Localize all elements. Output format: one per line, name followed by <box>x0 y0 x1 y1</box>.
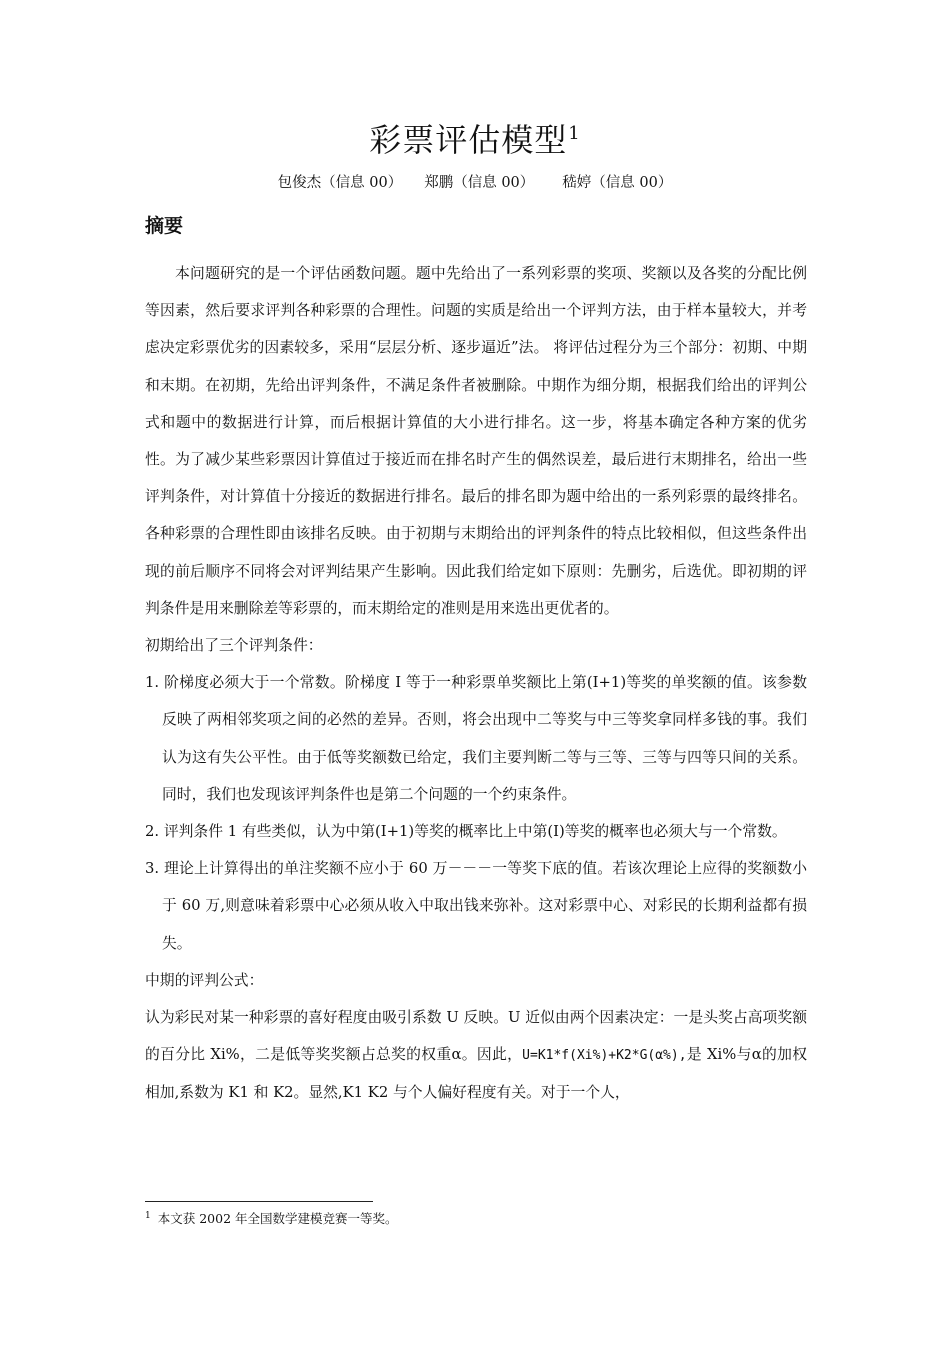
title-footnote-mark: 1 <box>568 123 581 145</box>
footnote-mark: 1 <box>145 1210 151 1221</box>
mid-phase-text-2: 是 Xi%与α的加权相加,系数为 K1 和 K2。显然,K1 K2 与个人偏好程度有关。对于一个人， <box>145 1046 807 1102</box>
author-list <box>0 173 950 193</box>
mid-phase-paragraph <box>145 999 807 1112</box>
attraction-formula: U=K1*f(Xi%)+K2*G(α%), <box>522 1048 687 1064</box>
paper-title <box>0 118 950 162</box>
footnote-divider <box>145 1201 373 1202</box>
paper-title-text: 彩票评估模型 <box>369 121 568 159</box>
author-2: 郑鹏（信息 00） <box>424 175 535 191</box>
initial-conditions-intro: 初期给出了三个评判条件： <box>145 637 323 655</box>
abstract-heading: 摘要 <box>145 215 184 237</box>
condition-item-3: 3. 理论上计算得出的单注奖额不应小于 60 万－－－一等奖下底的值。若该次理论上应得的奖额数小于 60 万,则意味着彩票中心必须从收入中取出钱来弥补。这对彩票中心、对彩民的长期利益都有损失。 <box>145 860 807 952</box>
mid-phase-heading: 中期的评判公式： <box>145 971 264 989</box>
condition-item-2: 2. 评判条件 1 有些类似，认为中第(I+1)等奖的概率比上中第(I)等奖的概率也必须大与一个常数。 <box>145 823 787 841</box>
footnote <box>145 1210 398 1228</box>
footnote-text: 本文获 2002 年全国数学建模竞赛一等奖。 <box>157 1211 398 1226</box>
abstract-paragraph: 本问题研究的是一个评估函数问题。题中先给出了一系列彩票的奖项、奖额以及各奖的分配比例等因素，然后要求评判各种彩票的合理性。问题的实质是给出一个评判方法，由于样本量较大，并考虑决定彩票优劣的因素较多，采用“层层分析、逐步逼近”法。 将评估过程分为三个部分：初期、中期和末期。在初期，先给出评判条件，不满足条件者被删除。中期作为细分期，根据我们给出的评判公式和题中的数据进行计算，而后根据计算值的大小进行排名。这一步，将基本确定各种方案的优劣性。为了减少某些彩票因计算值过于接近而在排名时产生的偶然误差，最后进行末期排名，给出一些评判条件，对计算值十分接近的数据进行排名。最后的排名即为题中给出的一系列彩票的最终排名。各种彩票的合理性即由该排名反映。由于初期与末期给出的评判条件的特点比较相似，但这些条件出现的前后顺序不同将会对评判结果产生影响。因此我们给定如下原则：先删劣，后选优。即初期的评判条件是用来删除差等彩票的，而末期给定的准则是用来选出更优者的。 <box>145 265 807 617</box>
abstract-body <box>145 255 807 1112</box>
author-1: 包俊杰（信息 00） <box>277 175 403 191</box>
mid-phase-text-1: 认为彩民对某一种彩票的喜好程度由吸引系数 U 反映。U 近似由两个因素决定：一是头奖占高项奖额的百分比 Xi%，二是低等奖奖额占总奖的权重α。因此， <box>145 1009 807 1064</box>
condition-item-1: 1. 阶梯度必须大于一个常数。阶梯度 I 等于一种彩票单奖额比上第(I+1)等奖的单奖额的值。该参数反映了两相邻奖项之间的必然的差异。否则，将会出现中二等奖与中三等奖拿同样多钱的事。我们认为这有失公平性。由于低等奖额数已给定，我们主要判断二等与三等、三等与四等只间的关系。同时，我们也发现该评判条件也是第二个问题的一个约束条件。 <box>145 674 807 803</box>
author-3: 嵇婷（信息 00） <box>562 175 673 191</box>
